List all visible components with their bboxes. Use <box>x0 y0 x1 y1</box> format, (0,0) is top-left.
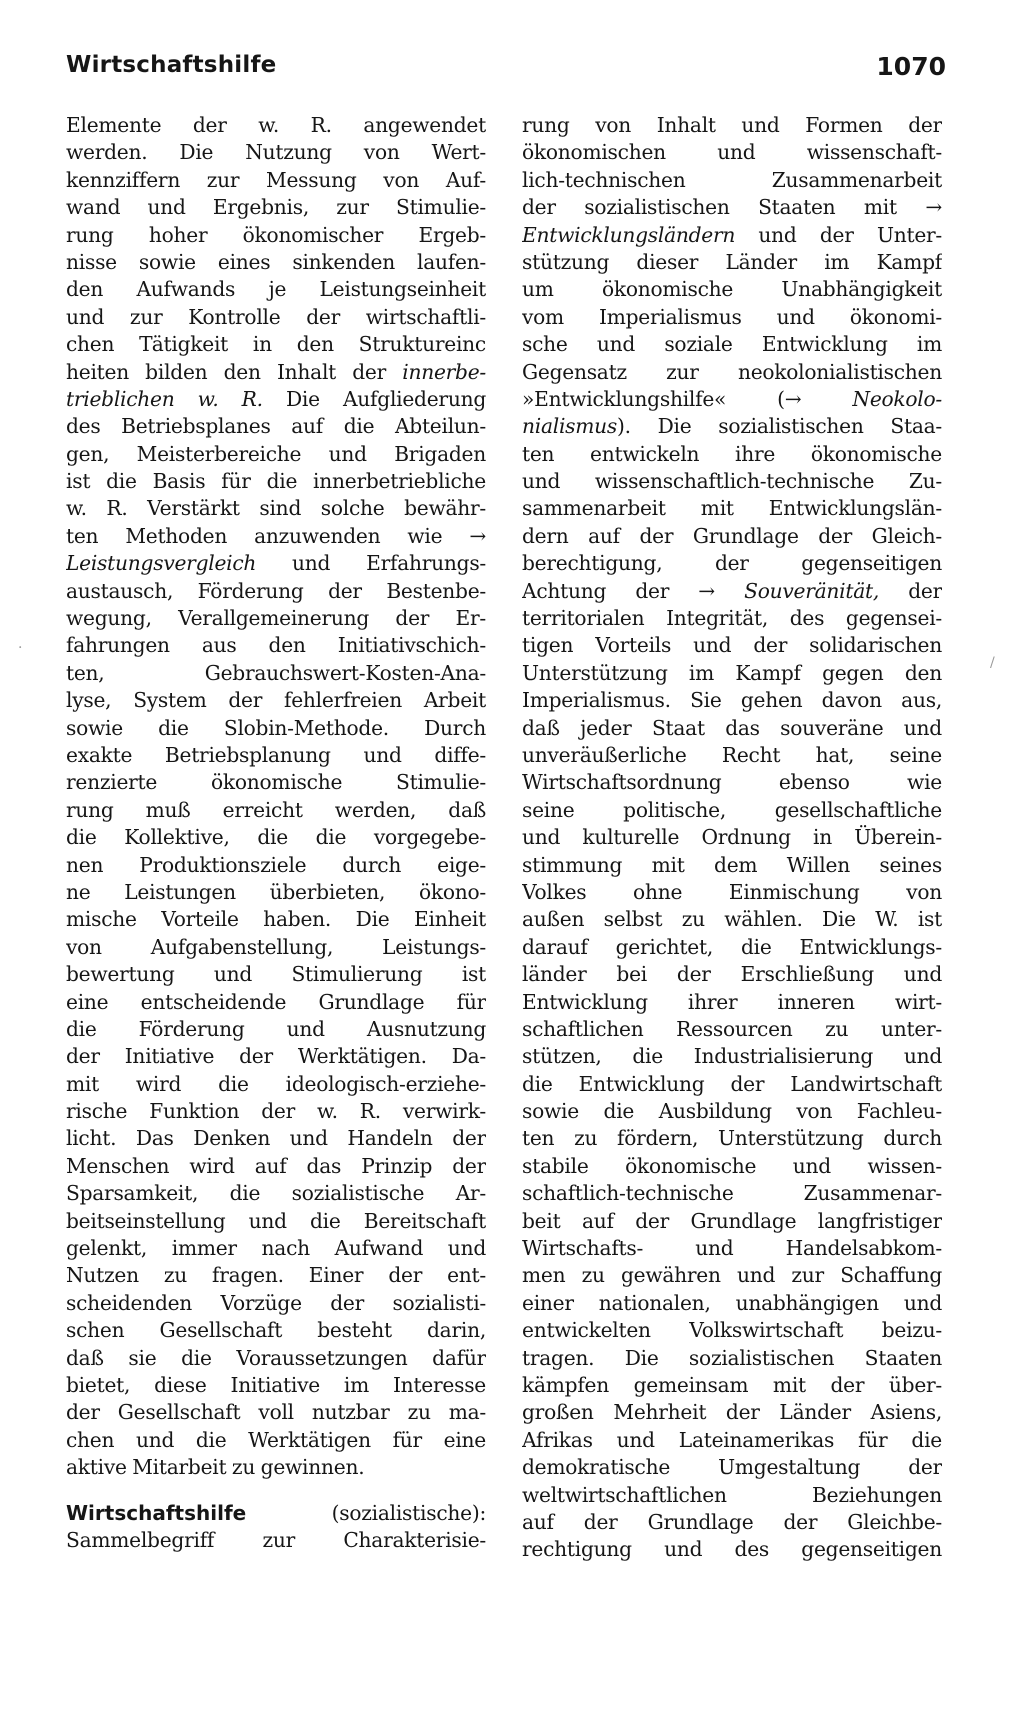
text-line: Wirtschafts- und Handelsabkom- <box>522 1236 942 1261</box>
text-line: darauf gerichtet, die Entwicklungs- <box>522 934 942 959</box>
text-segment: heiten bilden den Inhalt der <box>66 359 403 384</box>
text-line: Entwicklung ihrer inneren wirt- <box>522 989 942 1014</box>
text-line: den Aufwands je Leistungseinheit <box>66 277 486 302</box>
text-line <box>66 550 486 577</box>
text-line: dern auf der Grundlage der Gleich- <box>522 523 942 548</box>
italic-term: Souveränität, <box>744 578 880 603</box>
text-line: die Förderung und Ausnutzung <box>66 1016 486 1041</box>
scan-speck: · <box>18 640 23 656</box>
right-column <box>522 112 942 1564</box>
text-line: Nutzen zu fragen. Einer der ent- <box>66 1263 486 1288</box>
text-line: fahrungen aus den Initiativschich- <box>66 633 486 658</box>
text-line: kämpfen gemeinsam mit der über- <box>522 1372 942 1397</box>
left-column <box>66 112 486 1554</box>
text-line: rung muß erreicht werden, daß <box>66 797 486 822</box>
text-segment: und der Unter- <box>735 222 942 247</box>
text-line: chen Tätigkeit in den Struktureinc <box>66 332 486 357</box>
text-line: eine entscheidende Grundlage für <box>66 989 486 1014</box>
text-line: und kulturelle Ordnung in Überein- <box>522 825 942 850</box>
text-line: Sammelbegriff zur Charakterisie- <box>66 1527 486 1552</box>
text-line: lyse, System der fehlerfreien Arbeit <box>66 688 486 713</box>
text-line: der Initiative der Werktätigen. Da- <box>66 1044 486 1069</box>
italic-term: Entwicklungsländern <box>522 222 736 247</box>
text-line: entwickelten Volkswirtschaft beizu- <box>522 1318 942 1343</box>
text-line: daß jeder Staat das souveräne und <box>522 715 942 740</box>
text-line: Elemente der w. R. angewendet <box>66 113 486 137</box>
text-line: gen, Meisterbereiche und Brigaden <box>66 441 486 466</box>
text-line: stabile ökonomische und wissen- <box>522 1153 942 1178</box>
text-line: bewertung und Stimulierung ist <box>66 962 486 987</box>
text-line <box>522 578 942 605</box>
text-line: ten, Gebrauchswert-Kosten-Ana- <box>66 660 486 685</box>
text-line: ne Leistungen überbieten, ökono- <box>66 879 486 904</box>
text-line: renzierte ökonomische Stimulie- <box>66 770 486 795</box>
text-line: chen und die Werktätigen für eine <box>66 1427 486 1452</box>
text-line: die Kollektive, die die vorgegebe- <box>66 825 486 850</box>
text-line: stützen, die Industrialisierung und <box>522 1044 942 1069</box>
text-segment: Die Aufgliederung <box>262 386 486 411</box>
text-line: nen Produktionsziele durch eige- <box>66 852 486 877</box>
text-line <box>522 413 942 440</box>
italic-term: Leistungsvergleich <box>66 551 257 576</box>
text-line <box>66 359 486 386</box>
text-line: einer nationalen, unabhängigen und <box>522 1290 942 1315</box>
italic-term: trieblichen w. R. <box>66 386 263 411</box>
text-line: w. R. Verstärkt sind solche bewähr- <box>66 496 486 521</box>
text-segment: »Entwicklungshilfe« (→ <box>522 386 853 411</box>
text-line: austausch, Förderung der Bestenbe- <box>66 578 486 603</box>
text-line: schaftlichen Ressourcen zu unter- <box>522 1016 942 1041</box>
text-segment: und Erfahrungs- <box>256 551 486 576</box>
text-line: werden. Die Nutzung von Wert- <box>66 140 486 165</box>
text-line: rung hoher ökonomischer Ergeb- <box>66 222 486 247</box>
text-line: berechtigung, der gegenseitigen <box>522 551 942 576</box>
text-line <box>66 386 486 413</box>
italic-term: Neokolo- <box>852 386 942 411</box>
text-line: Sparsamkeit, die sozialistische Ar- <box>66 1181 486 1206</box>
text-line: der Gesellschaft voll nutzbar zu ma- <box>66 1400 486 1425</box>
entry-heading-line <box>66 1500 486 1527</box>
text-line: großen Mehrheit der Länder Asiens, <box>522 1400 942 1425</box>
text-line: unveräußerliche Recht hat, seine <box>522 742 942 767</box>
text-line: die Entwicklung der Landwirtschaft <box>522 1071 942 1096</box>
text-line: sowie die Ausbildung von Fachleu- <box>522 1099 942 1124</box>
text-segment: Achtung der → <box>522 578 745 603</box>
page-number: 1070 <box>876 52 946 81</box>
text-line: licht. Das Denken und Handeln der <box>66 1126 486 1151</box>
italic-term: innerbe- <box>402 359 486 384</box>
text-line: ten entwickeln ihre ökonomische <box>522 441 942 466</box>
text-line: gelenkt, immer nach Aufwand und <box>66 1236 486 1261</box>
text-line: lich-technischen Zusammenarbeit <box>522 167 942 192</box>
text-segment: ). Die sozialistischen Staa- <box>617 414 942 439</box>
text-line: aktive Mitarbeit zu gewinnen. <box>66 1455 365 1480</box>
text-line: rechtigung und des gegenseitigen <box>522 1537 942 1562</box>
text-line: Menschen wird auf das Prinzip der <box>66 1153 486 1178</box>
text-line: Gegensatz zur neokolonialistischen <box>522 359 942 384</box>
text-line: des Betriebsplanes auf die Abteilun- <box>66 414 486 439</box>
text-line: stimmung mit dem Willen seines <box>522 852 942 877</box>
text-line: der sozialistischen Staaten mit → <box>522 195 942 220</box>
text-line: exakte Betriebsplanung und diffe- <box>66 742 486 767</box>
text-line: außen selbst zu wählen. Die W. ist <box>522 907 942 932</box>
text-line: und zur Kontrolle der wirtschaftli- <box>66 304 486 329</box>
text-line: territorialen Integrität, des gegensei- <box>522 606 942 631</box>
text-line: sowie die Slobin-Methode. Durch <box>66 715 486 740</box>
text-line <box>522 222 942 249</box>
text-line: daß sie die Voraussetzungen dafür <box>66 1345 486 1370</box>
text-line: wand und Ergebnis, zur Stimulie- <box>66 195 486 220</box>
scan-speck: / <box>990 655 995 671</box>
text-line: länder bei der Erschließung und <box>522 962 942 987</box>
text-line: Imperialismus. Sie gehen davon aus, <box>522 688 942 713</box>
text-line: ten Methoden anzuwenden wie → <box>66 523 486 548</box>
text-line: Unterstützung im Kampf gegen den <box>522 660 942 685</box>
text-line: beitseinstellung und die Bereitschaft <box>66 1208 486 1233</box>
text-line: Afrikas und Lateinamerikas für die <box>522 1427 942 1452</box>
running-head: Wirtschaftshilfe <box>66 52 277 78</box>
text-line: ten zu fördern, Unterstützung durch <box>522 1126 942 1151</box>
text-line: tigen Vorteils und der solidarischen <box>522 633 942 658</box>
text-line: men zu gewähren und zur Schaffung <box>522 1263 942 1288</box>
text-line <box>522 386 942 413</box>
text-line: und wissenschaftlich-technische Zu- <box>522 469 942 494</box>
text-line: sammenarbeit mit Entwicklungslän- <box>522 496 942 521</box>
text-line: bietet, diese Initiative im Interesse <box>66 1372 486 1397</box>
text-line: mit wird die ideologisch-erziehe- <box>66 1071 486 1096</box>
text-line: seine politische, gesellschaftliche <box>522 797 942 822</box>
text-line: demokratische Umgestaltung der <box>522 1455 942 1480</box>
text-line: wegung, Verallgemeinerung der Er- <box>66 606 486 631</box>
text-line: tragen. Die sozialistischen Staaten <box>522 1345 942 1370</box>
text-line: stützung dieser Länder im Kampf <box>522 249 942 274</box>
entry-spacer <box>66 1482 486 1500</box>
entry-title: Wirtschaftshilfe <box>66 1500 247 1525</box>
text-line: von Aufgabenstellung, Leistungs- <box>66 934 486 959</box>
text-segment: der <box>879 578 942 603</box>
italic-term: nialismus <box>522 414 618 439</box>
text-line: scheidenden Vorzüge der sozialisti- <box>66 1290 486 1315</box>
text-line: Volkes ohne Einmischung von <box>522 879 942 904</box>
text-line: um ökonomische Unabhängigkeit <box>522 277 942 302</box>
text-line: schaftlich-technische Zusammenar- <box>522 1181 942 1206</box>
text-line: sche und soziale Entwicklung im <box>522 332 942 357</box>
text-line: kennziffern zur Messung von Auf- <box>66 167 486 192</box>
text-line: ist die Basis für die innerbetriebliche <box>66 469 486 494</box>
text-line: schen Gesellschaft besteht darin, <box>66 1318 486 1343</box>
page-header <box>66 52 946 92</box>
text-line: vom Imperialismus und ökonomi- <box>522 304 942 329</box>
text-line: auf der Grundlage der Gleichbe- <box>522 1509 942 1534</box>
text-line: beit auf der Grundlage langfristiger <box>522 1208 942 1233</box>
entry-qualifier: (sozialistische): <box>246 1500 486 1525</box>
text-line: rische Funktion der w. R. verwirk- <box>66 1099 486 1124</box>
text-line: nisse sowie eines sinkenden laufen- <box>66 249 486 274</box>
text-line: rung von Inhalt und Formen der <box>522 113 942 137</box>
text-line: mische Vorteile haben. Die Einheit <box>66 907 486 932</box>
text-line: ökonomischen und wissenschaft- <box>522 140 942 165</box>
text-line: Wirtschaftsordnung ebenso wie <box>522 770 942 795</box>
text-line: weltwirtschaftlichen Beziehungen <box>522 1482 942 1507</box>
